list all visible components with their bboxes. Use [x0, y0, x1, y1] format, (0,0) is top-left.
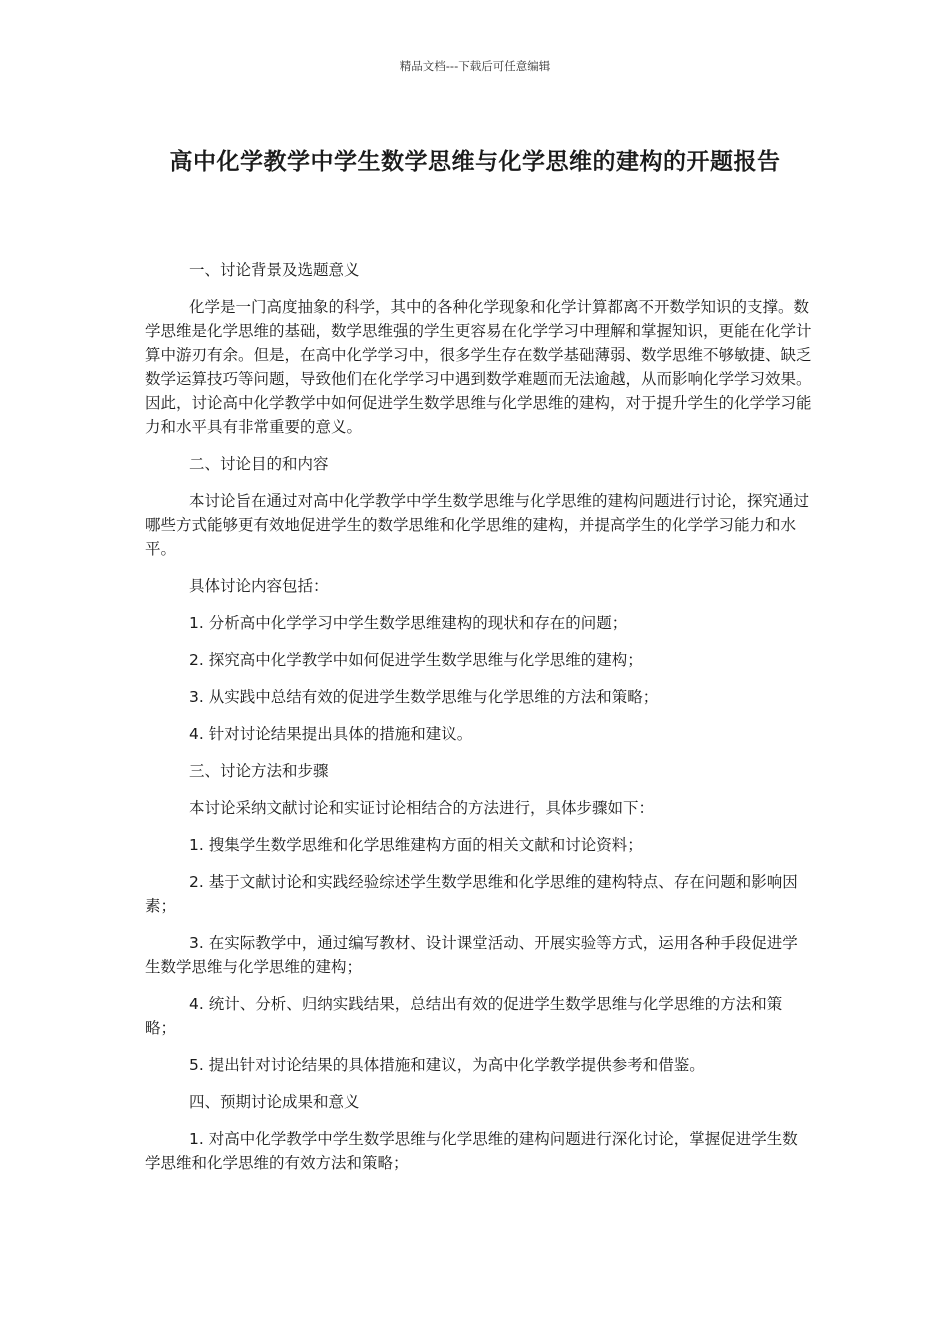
list-item: 3. 在实际教学中，通过编写教材、设计课堂活动、开展实验等方式，运用各种手段促进学生数学思维与化学思维的建构； — [145, 934, 798, 976]
page-header: 精品文档---下载后可任意编辑 — [399, 59, 551, 73]
section-heading-background: 一、讨论背景及选题意义 — [189, 261, 360, 279]
list-item: 4. 针对讨论结果提出具体的措施和建议。 — [189, 725, 473, 743]
list-item: 1. 分析高中化学学习中学生数学思维建构的现状和存在的问题； — [189, 614, 628, 632]
list-item: 3. 从实践中总结有效的促进学生数学思维与化学思维的方法和策略； — [189, 688, 659, 706]
section-heading-methods: 三、讨论方法和步骤 — [189, 762, 329, 780]
paragraph-background: 化学是一门高度抽象的科学，其中的各种化学现象和化学计算都离不开数学知识的支撑。数学思维是化学思维的基础，数学思维强的学生更容易在化学学习中理解和掌握知识，更能在化学计算中游刃有余。但是，在高中化学学习中，很多学生存在数学基础薄弱、数学思维不够敏捷、缺乏数学运算技巧等问题，导致他们在化学学习中遇到数学难题而无法逾越，从而影响化学学习效果。因此，讨论高中化学教学中如何促进学生数学思维与化学思维的建构，对于提升学生的化学学习能力和水平具有非常重要的意义。 — [145, 298, 812, 436]
section-heading-outcomes: 四、预期讨论成果和意义 — [189, 1093, 360, 1111]
list-item: 2. 基于文献讨论和实践经验综述学生数学思维和化学思维的建构特点、存在问题和影响因素； — [145, 873, 798, 915]
paragraph-content-intro: 具体讨论内容包括： — [189, 577, 329, 595]
document-title: 高中化学教学中学生数学思维与化学思维的建构的开题报告 — [169, 149, 781, 175]
list-item: 5. 提出针对讨论结果的具体措施和建议，为高中化学教学提供参考和借鉴。 — [189, 1056, 705, 1074]
list-item: 1. 搜集学生数学思维和化学思维建构方面的相关文献和讨论资料； — [189, 836, 643, 854]
section-heading-purpose: 二、讨论目的和内容 — [189, 455, 329, 473]
list-item: 4. 统计、分析、归纳实践结果，总结出有效的促进学生数学思维与化学思维的方法和策略； — [145, 995, 783, 1037]
paragraph-methods-intro: 本讨论采纳文献讨论和实证讨论相结合的方法进行，具体步骤如下： — [189, 799, 655, 817]
list-item: 1. 对高中化学教学中学生数学思维与化学思维的建构问题进行深化讨论，掌握促进学生数学思维和化学思维的有效方法和策略； — [145, 1130, 798, 1172]
list-item: 2. 探究高中化学教学中如何促进学生数学思维与化学思维的建构； — [189, 651, 643, 669]
document-body — [145, 258, 813, 1188]
paragraph-purpose: 本讨论旨在通过对高中化学教学中学生数学思维与化学思维的建构问题进行讨论，探究通过哪些方式能够更有效地促进学生的数学思维和化学思维的建构，并提高学生的化学学习能力和水平。 — [145, 492, 810, 558]
